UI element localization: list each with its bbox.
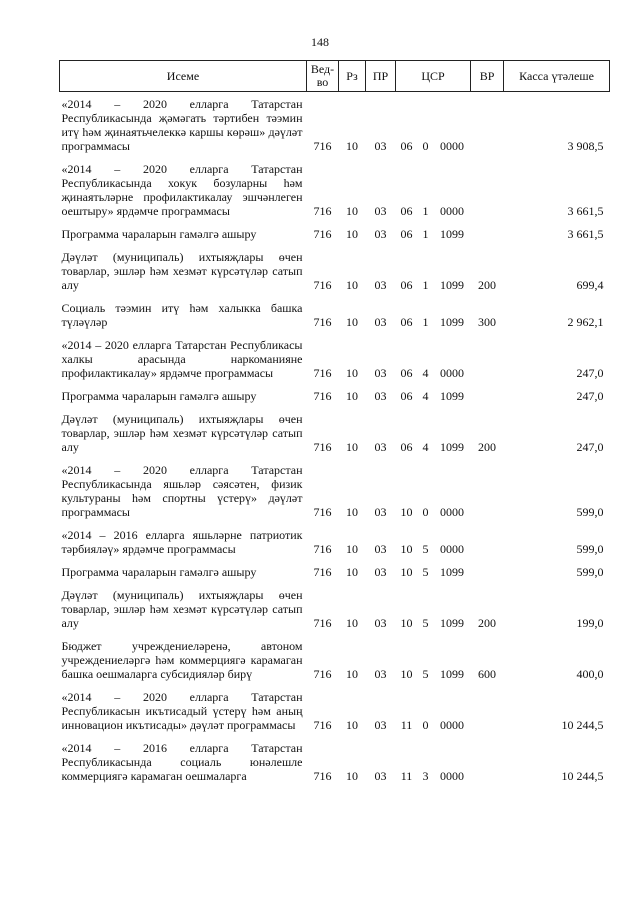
row-ved: 716 (313, 315, 332, 329)
row-name: Дәүләт (муниципаль) ихтыяҗлары өчен товарлар, эшләр һәм хезмәт күрсәтүләр сатып алу (61, 588, 303, 630)
row-amount: 247,0 (576, 366, 604, 380)
row-pr: 03 (374, 505, 387, 519)
row-rz: 10 (346, 389, 358, 403)
row-csr-2: 4 (422, 440, 429, 454)
row-ved: 716 (313, 389, 332, 403)
page-number: 148 (311, 35, 329, 49)
row-vr (471, 458, 504, 523)
row-csr-3: 0000 (440, 769, 465, 783)
row-ved: 716 (313, 440, 332, 454)
row-vr: 200 (478, 278, 497, 292)
row-ved: 716 (313, 227, 332, 241)
row-ved: 716 (313, 278, 332, 292)
row-csr-1: 06 (400, 389, 413, 403)
row-vr (471, 157, 504, 222)
row-pr: 03 (374, 366, 387, 380)
row-csr-1: 11 (400, 718, 413, 732)
row-pr: 03 (374, 667, 387, 681)
table-row (60, 685, 610, 736)
row-csr-2: 1 (422, 278, 429, 292)
row-csr-1: 10 (400, 667, 413, 681)
row-csr-1: 06 (400, 315, 413, 329)
row-name: «2014 – 2020 елларга Татарстан Республикасында җәмәгать тәртибен тәэмин итү һәм җинаятьчелеккә каршы көрәш» дәүләт программасы (61, 97, 303, 153)
row-name: «2014 – 2020 елларга Татарстан Республикасында яшьләр сәясәтен, физик культураны һәм спортны үстерү» дәүләт программасы (61, 463, 303, 519)
row-csr-3: 1099 (440, 227, 465, 241)
row-amount: 10 244,5 (561, 769, 604, 783)
row-rz: 10 (346, 718, 358, 732)
row-pr: 03 (374, 227, 387, 241)
row-csr-3: 0000 (440, 366, 465, 380)
table-row (60, 384, 610, 407)
row-csr-2: 0 (422, 505, 429, 519)
row-csr-2: 3 (422, 769, 429, 783)
row-name: Дәүләт (муниципаль) ихтыяҗлары өчен товарлар, эшләр һәм хезмәт күрсәтүләр сатып алу (61, 250, 303, 292)
row-csr-1: 06 (400, 227, 413, 241)
row-pr: 03 (374, 565, 387, 579)
row-ved: 716 (313, 204, 332, 218)
row-rz: 10 (346, 565, 358, 579)
row-amount: 599,0 (576, 542, 604, 556)
row-csr-3: 1099 (440, 667, 465, 681)
table-row (60, 92, 610, 158)
row-csr-1: 06 (400, 440, 413, 454)
row-vr (471, 685, 504, 736)
table-row (60, 333, 610, 384)
row-ved: 716 (313, 667, 332, 681)
header-ved: Вед-во (307, 61, 339, 92)
row-pr: 03 (374, 616, 387, 630)
row-csr-1: 06 (400, 366, 413, 380)
row-amount: 3 661,5 (567, 227, 604, 241)
row-pr: 03 (374, 769, 387, 783)
header-pr: ПР (366, 61, 396, 92)
row-csr-2: 0 (422, 139, 429, 153)
row-name: Социаль тәэмин итү һәм халыкка башка түләүләр (61, 301, 303, 329)
row-csr-1: 10 (400, 505, 413, 519)
row-csr-2: 4 (422, 366, 429, 380)
row-rz: 10 (346, 315, 358, 329)
row-name: Программа чараларын гамәлгә ашыру (61, 565, 257, 579)
table-row (60, 407, 610, 458)
row-name: Программа чараларын гамәлгә ашыру (61, 227, 257, 241)
row-csr-1: 06 (400, 204, 413, 218)
table-row (60, 736, 610, 787)
row-rz: 10 (346, 542, 358, 556)
row-pr: 03 (374, 315, 387, 329)
header-rz: Рз (339, 61, 366, 92)
table-row (60, 296, 610, 333)
row-csr-3: 0000 (440, 542, 465, 556)
row-csr-2: 5 (422, 667, 429, 681)
row-amount: 3 661,5 (567, 204, 604, 218)
row-amount: 3 908,5 (567, 139, 604, 153)
budget-table (59, 60, 610, 787)
table-row (60, 560, 610, 583)
row-ved: 716 (313, 718, 332, 732)
row-name: Бюджет учреждениеләренә, автоном учреждениеләргә һәм коммерциягә карамаган башка оешмаларга субсидияләр бирү (61, 639, 303, 681)
row-csr-3: 0000 (440, 139, 465, 153)
row-name: «2014 – 2020 елларга Татарстан Республикасында хокук бозуларны һәм җинаятьләрне профилактикалау эшчәнлеген оештыру» ярдәмче программасы (61, 162, 303, 218)
row-csr-3: 1099 (440, 440, 465, 454)
row-csr-3: 0000 (440, 505, 465, 519)
row-ved: 716 (313, 366, 332, 380)
row-vr (471, 523, 504, 560)
table-row (60, 157, 610, 222)
row-ved: 716 (313, 565, 332, 579)
row-csr-3: 1099 (440, 315, 465, 329)
table-row (60, 634, 610, 685)
table-header-row (60, 61, 610, 92)
row-amount: 10 244,5 (561, 718, 604, 732)
header-vr: ВР (471, 61, 504, 92)
row-csr-3: 1099 (440, 389, 465, 403)
table-body (60, 92, 610, 788)
row-amount: 599,0 (576, 565, 604, 579)
row-vr (471, 736, 504, 787)
row-amount: 2 962,1 (567, 315, 604, 329)
row-csr-1: 06 (400, 278, 413, 292)
row-ved: 716 (313, 616, 332, 630)
row-name: Дәүләт (муниципаль) ихтыяҗлары өчен товарлар, эшләр һәм хезмәт күрсәтүләр сатып алу (61, 412, 303, 454)
row-amount: 247,0 (576, 440, 604, 454)
row-rz: 10 (346, 366, 358, 380)
row-vr (471, 222, 504, 245)
row-rz: 10 (346, 278, 358, 292)
row-csr-2: 0 (422, 718, 429, 732)
table-row (60, 458, 610, 523)
row-csr-1: 10 (400, 565, 413, 579)
row-amount: 247,0 (576, 389, 604, 403)
row-rz: 10 (346, 769, 358, 783)
row-csr-2: 1 (422, 204, 429, 218)
row-pr: 03 (374, 139, 387, 153)
row-csr-2: 1 (422, 227, 429, 241)
row-rz: 10 (346, 505, 358, 519)
header-csr: ЦСР (396, 61, 471, 92)
row-vr: 200 (478, 616, 497, 630)
row-name: Программа чараларын гамәлгә ашыру (61, 389, 257, 403)
row-vr (471, 333, 504, 384)
row-pr: 03 (374, 278, 387, 292)
row-rz: 10 (346, 616, 358, 630)
table-row (60, 222, 610, 245)
header-name: Исеме (60, 61, 307, 92)
row-csr-2: 5 (422, 616, 429, 630)
row-csr-1: 10 (400, 616, 413, 630)
row-vr (471, 384, 504, 407)
row-csr-3: 1099 (440, 565, 465, 579)
row-vr (471, 560, 504, 583)
table-row (60, 523, 610, 560)
row-rz: 10 (346, 139, 358, 153)
row-ved: 716 (313, 505, 332, 519)
row-rz: 10 (346, 204, 358, 218)
row-ved: 716 (313, 542, 332, 556)
row-rz: 10 (346, 440, 358, 454)
row-pr: 03 (374, 389, 387, 403)
row-vr: 200 (478, 440, 497, 454)
row-pr: 03 (374, 440, 387, 454)
row-vr: 600 (478, 667, 497, 681)
row-name: «2014 – 2016 елларга Татарстан Республикасында социаль юнәлешле коммерциягә карамаган оешмаларга (61, 741, 303, 783)
row-rz: 10 (346, 667, 358, 681)
row-csr-1: 10 (400, 542, 413, 556)
row-vr (471, 92, 504, 158)
row-amount: 400,0 (576, 667, 604, 681)
row-pr: 03 (374, 718, 387, 732)
row-csr-3: 0000 (440, 204, 465, 218)
row-csr-3: 0000 (440, 718, 465, 732)
row-csr-1: 11 (400, 769, 413, 783)
row-csr-1: 06 (400, 139, 413, 153)
row-amount: 699,4 (576, 278, 604, 292)
row-ved: 716 (313, 769, 332, 783)
row-name: «2014 – 2016 елларга яшьләрне патриотик тәрбияләү» ярдәмче программасы (61, 528, 303, 556)
row-amount: 599,0 (576, 505, 604, 519)
row-name: «2014 – 2020 елларга Татарстан Республикасын икътисадый үстерү һәм аның инновацион икътисады» дәүләт программасы (61, 690, 303, 732)
row-rz: 10 (346, 227, 358, 241)
row-csr-2: 5 (422, 542, 429, 556)
row-amount: 199,0 (576, 616, 604, 630)
table-row (60, 245, 610, 296)
row-csr-3: 1099 (440, 278, 465, 292)
row-name: «2014 – 2020 елларга Татарстан Республикасы халкы арасында наркоманияне профилактикалау» ярдәмче программасы (61, 338, 303, 380)
row-csr-2: 4 (422, 389, 429, 403)
row-csr-2: 5 (422, 565, 429, 579)
row-pr: 03 (374, 204, 387, 218)
row-ved: 716 (313, 139, 332, 153)
row-csr-3: 1099 (440, 616, 465, 630)
row-pr: 03 (374, 542, 387, 556)
row-vr: 300 (478, 315, 497, 329)
row-csr-2: 1 (422, 315, 429, 329)
table-row (60, 583, 610, 634)
header-kassa: Касса үтәлеше (504, 61, 610, 92)
